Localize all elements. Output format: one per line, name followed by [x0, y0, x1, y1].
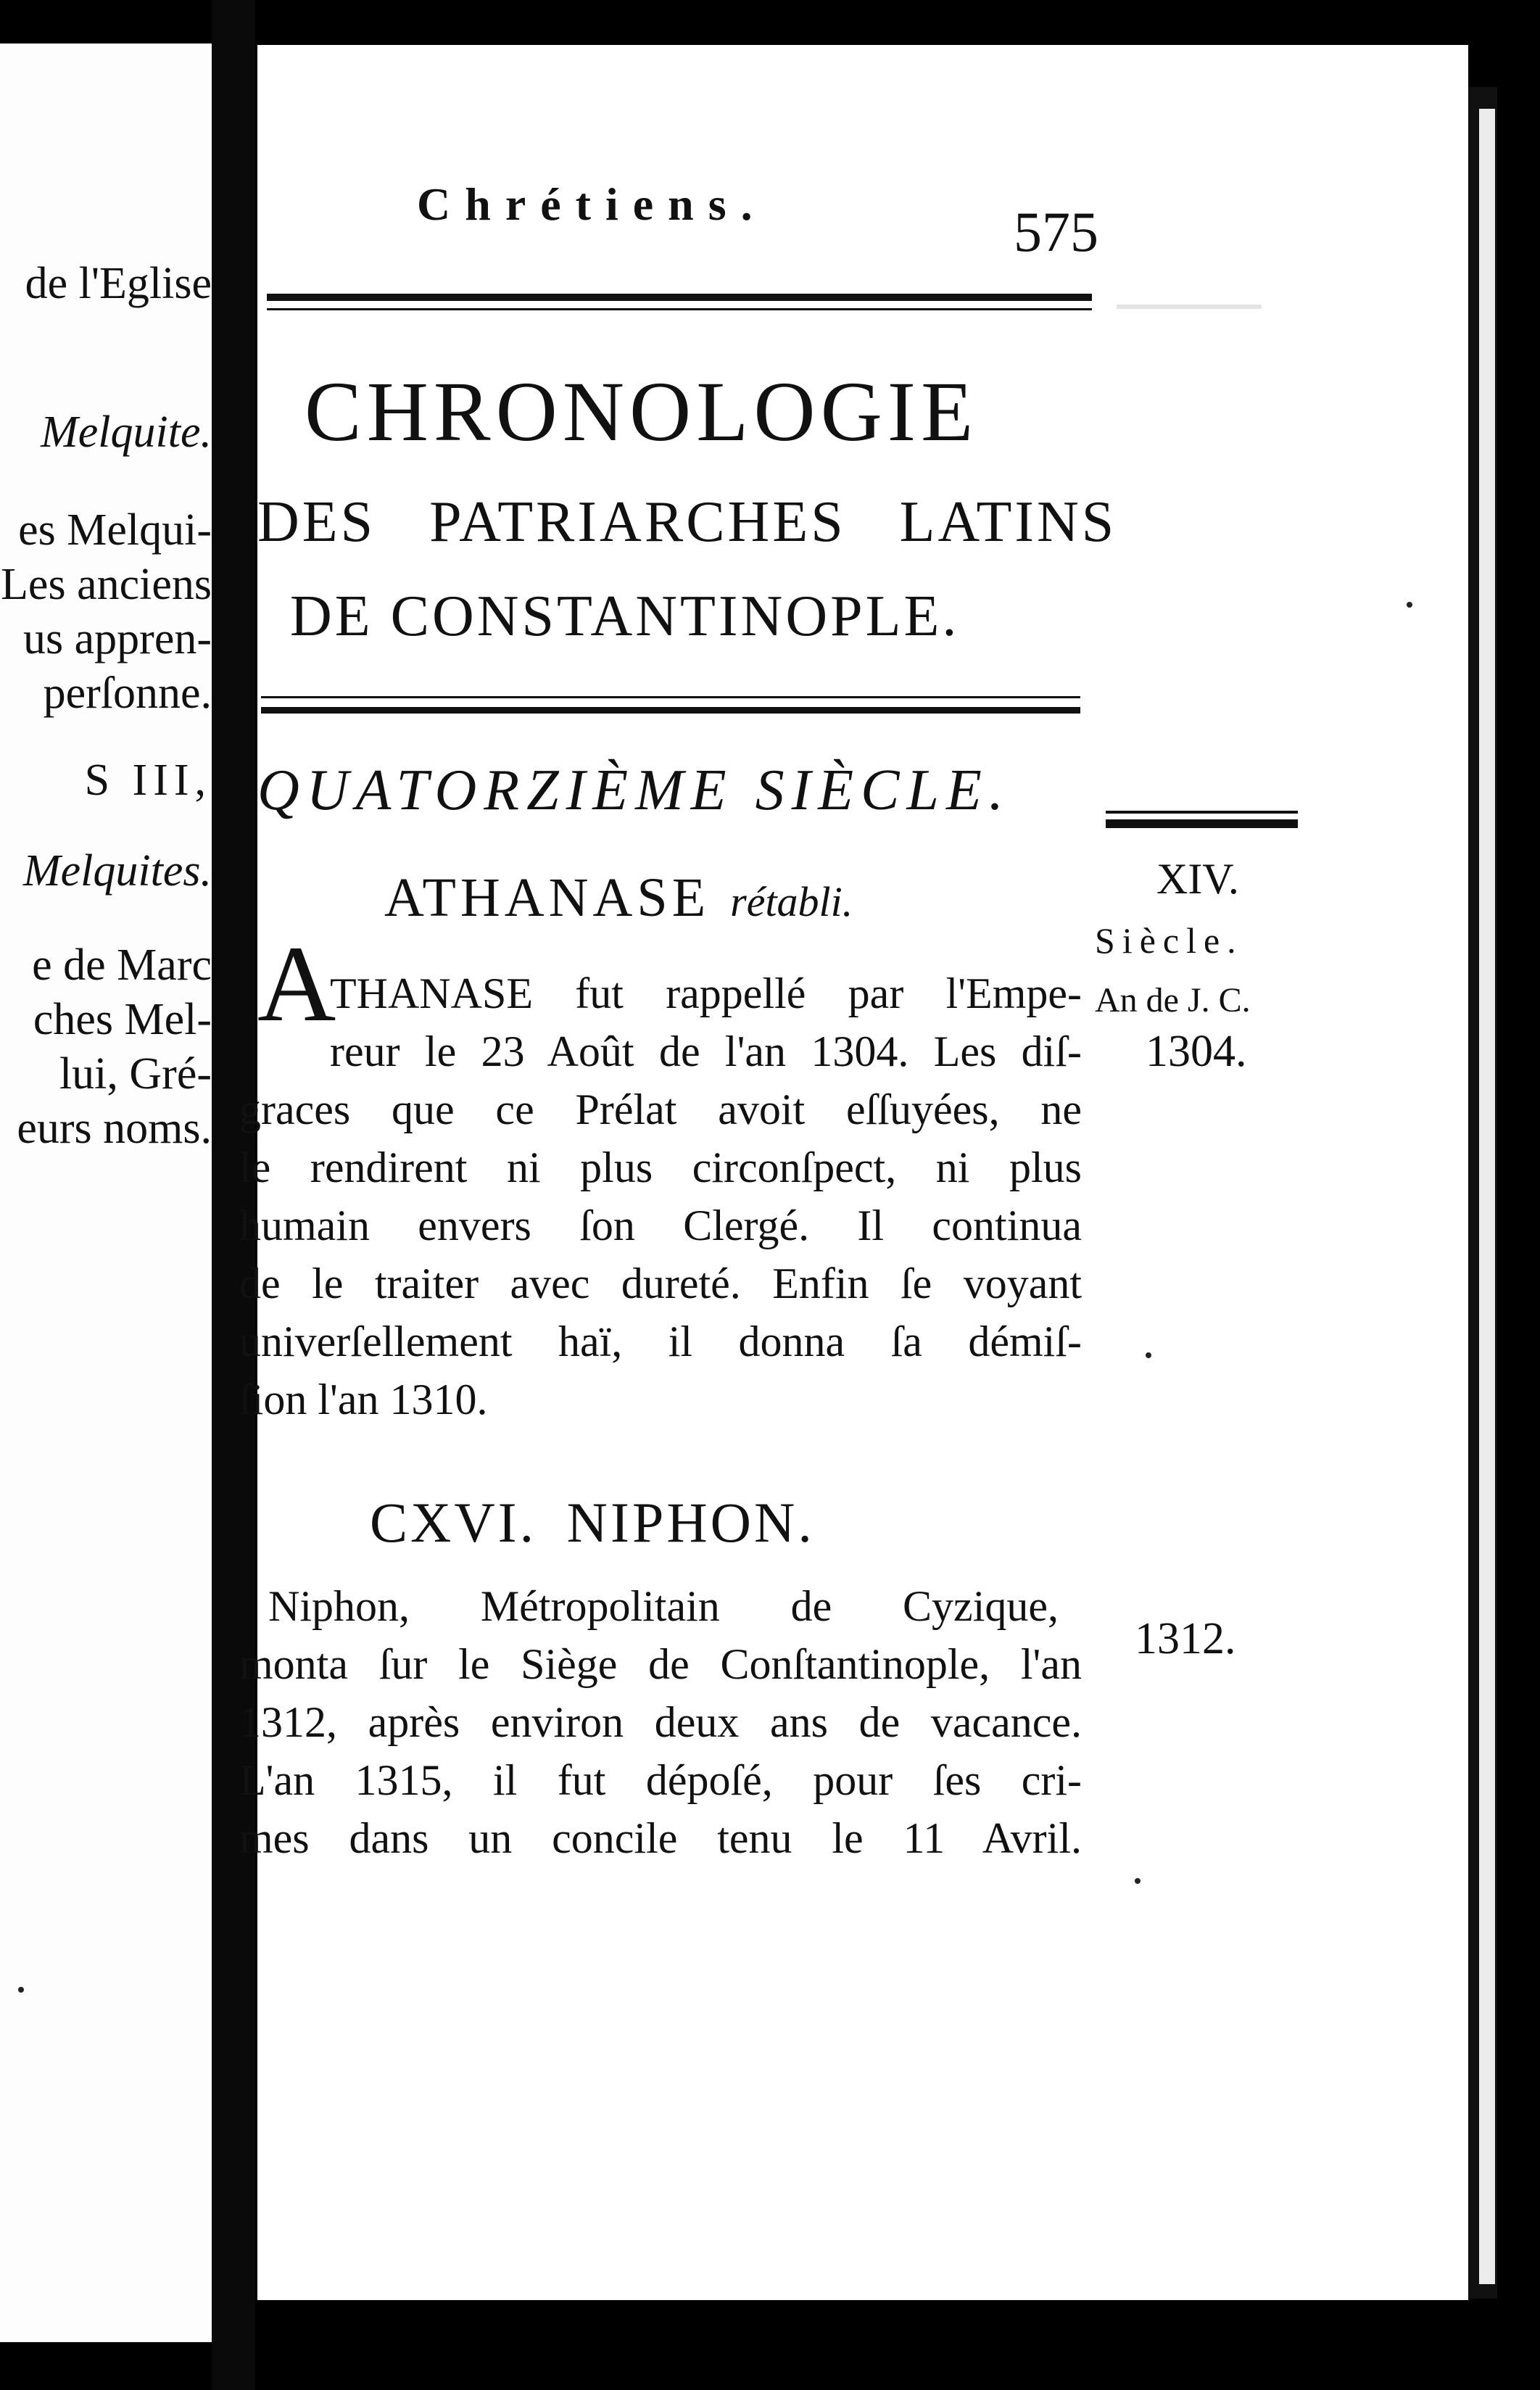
- entry-heading-athanase: [384, 867, 853, 930]
- entry-name: ATHANASE: [384, 867, 711, 928]
- left-page-line: eurs noms.: [17, 1104, 212, 1153]
- body-line: reur le 23 Août de l'an 1304. Les diſ-: [330, 1027, 1082, 1075]
- margin-year: 1312.: [1135, 1614, 1236, 1663]
- running-header: Chrétiens.: [417, 178, 767, 230]
- left-page-line: perſonne.: [43, 669, 212, 718]
- left-page-line: Melquite.: [41, 408, 212, 457]
- body-line: THANASE fut rappellé par l'Empe-: [330, 969, 1082, 1017]
- bleed-through: [1117, 276, 1262, 309]
- body-line: le rendirent ni plus circonſpect, ni plus: [239, 1144, 1082, 1191]
- left-page-line: ches Mel-: [33, 995, 212, 1044]
- ink-speck: [1407, 602, 1412, 608]
- header-rule-thin: [267, 308, 1092, 310]
- left-page-line: de l'Eglise: [25, 259, 212, 308]
- left-page-line: S III,: [84, 756, 212, 805]
- margin-rule-thin: [1106, 811, 1298, 814]
- left-page-line: Melquites.: [23, 846, 212, 896]
- margin-an-de-jc: An de J. C.: [1095, 981, 1251, 1020]
- left-page-line: us appren-: [23, 614, 212, 663]
- entry-qualifier: rétabli.: [730, 878, 853, 925]
- margin-year: 1304.: [1146, 1027, 1247, 1076]
- body-line: 1312, après environ deux ans de vacance.: [239, 1698, 1082, 1746]
- entry-heading-niphon: CXVI. NIPHON.: [370, 1491, 815, 1554]
- left-page-line: lui, Gré-: [59, 1049, 212, 1099]
- previous-page-fragment: [0, 44, 212, 2342]
- body-line: ſion l'an 1310.: [239, 1376, 488, 1423]
- drop-cap: A: [257, 924, 336, 1044]
- chapter-subtitle-line-2: DE CONSTANTINOPLE.: [290, 584, 960, 648]
- book-gutter: [212, 0, 255, 2390]
- body-line: monta ſur le Siège de Conſtantinople, l'an: [239, 1640, 1082, 1688]
- page-number: 575: [1014, 200, 1098, 263]
- body-line: Niphon, Métropolitain de Cyzique,: [268, 1582, 1059, 1630]
- body-line: humain envers ſon Clergé. Il continua: [239, 1202, 1082, 1249]
- ink-speck: [18, 1987, 24, 1993]
- title-rule-thin: [261, 696, 1080, 698]
- page-edge-strip: [1479, 109, 1495, 2284]
- header-rule-thick: [267, 294, 1092, 301]
- left-page-line: e de Marc: [32, 940, 212, 990]
- body-line: mes dans un concile tenu le 11 Avril.: [239, 1814, 1082, 1862]
- margin-siecle: Siècle.: [1095, 920, 1243, 961]
- margin-rule-thick: [1106, 819, 1298, 828]
- left-page-line: Les anciens: [1, 560, 212, 609]
- left-page-line: es Melqui-: [18, 505, 212, 555]
- body-line: univerſellement haï, il donna ſa démiſ-: [239, 1318, 1082, 1365]
- title-rule-thick: [261, 707, 1080, 714]
- ink-speck: [1135, 1878, 1140, 1884]
- century-heading: QUATORZIÈME SIÈCLE.: [257, 758, 1011, 822]
- body-line: L'an 1315, il fut dépoſé, pour ſes cri-: [239, 1756, 1082, 1804]
- margin-century: XIV.: [1156, 855, 1239, 903]
- chapter-subtitle-line-1: DES PATRIARCHES LATINS: [257, 490, 1117, 554]
- body-line: de le traiter avec dureté. Enfin ſe voyant: [239, 1260, 1082, 1307]
- ink-speck: [1146, 1352, 1151, 1358]
- body-line: graces que ce Prélat avoit eſſuyées, ne: [239, 1086, 1082, 1133]
- chapter-title: CHRONOLOGIE: [305, 364, 979, 459]
